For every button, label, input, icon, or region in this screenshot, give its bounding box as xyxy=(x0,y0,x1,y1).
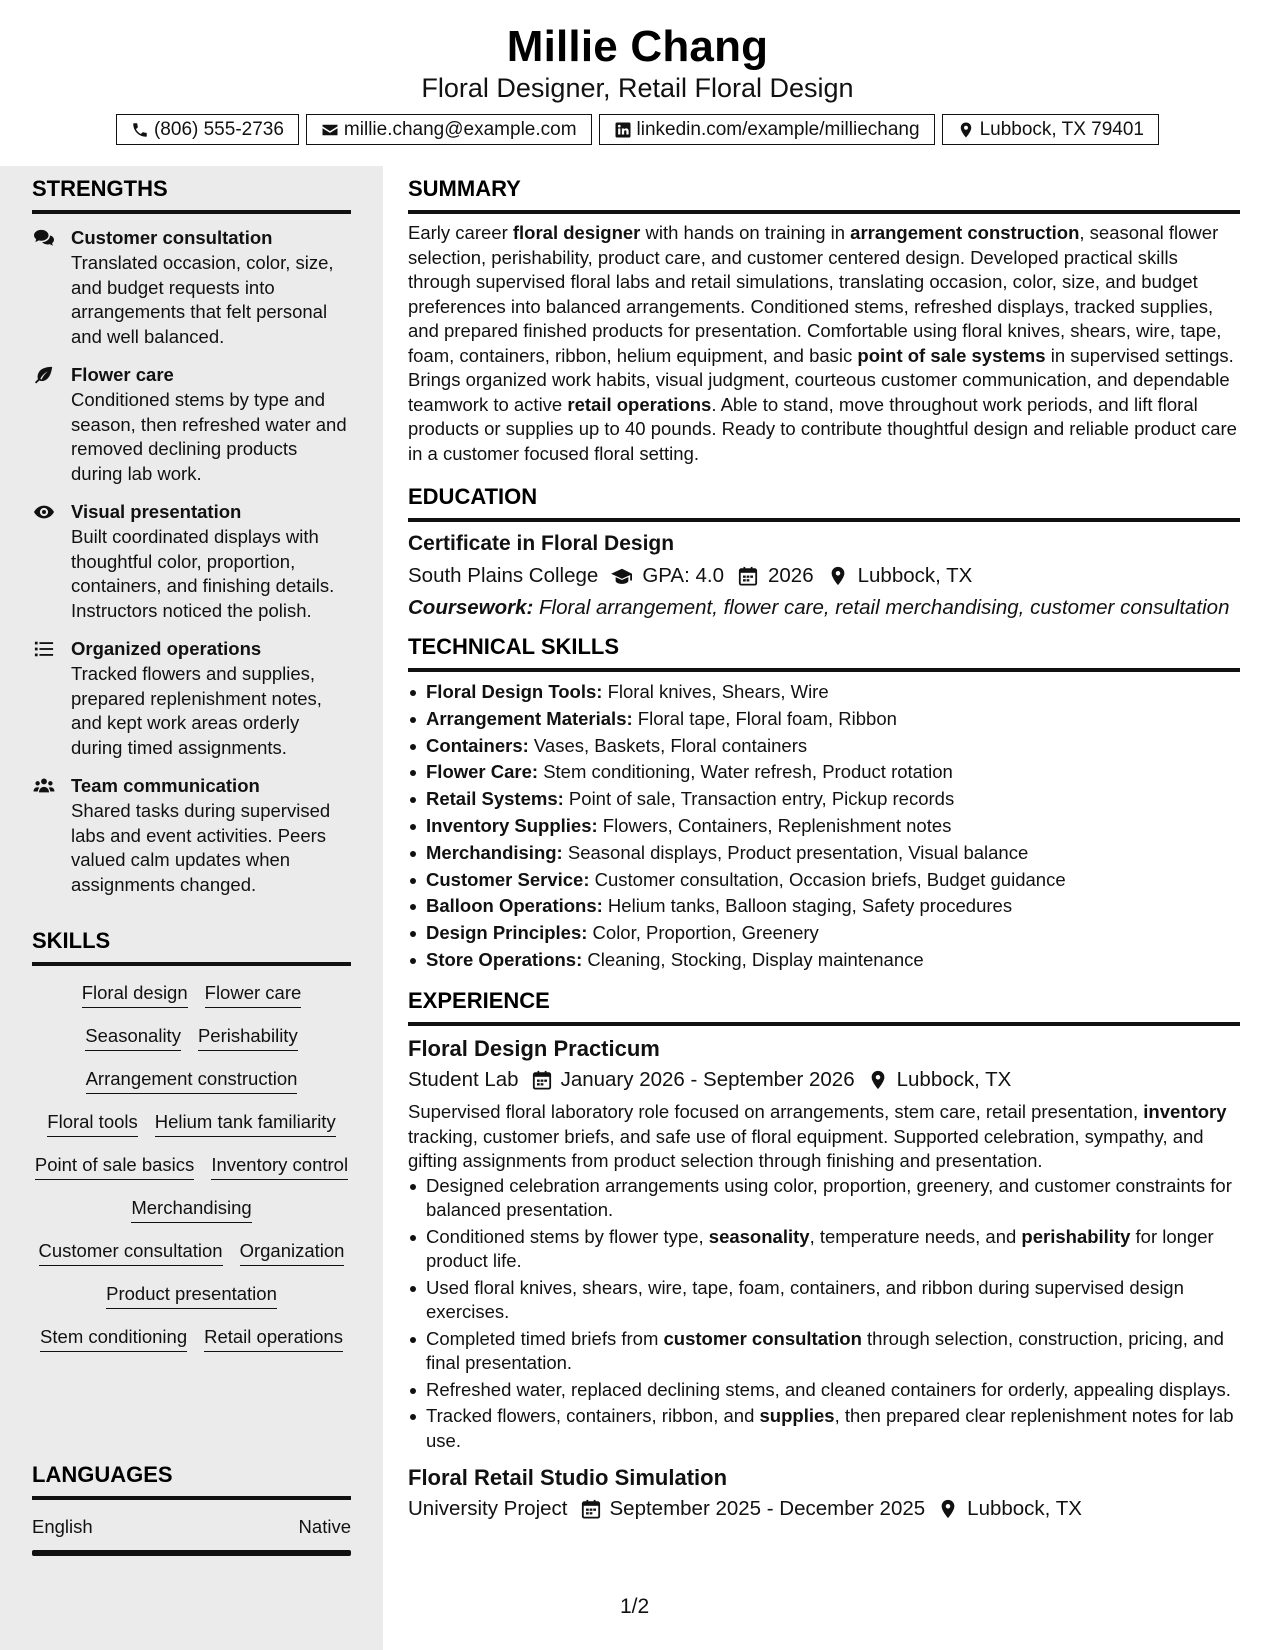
skill-tag: Retail operations xyxy=(204,1326,343,1352)
list-item xyxy=(408,921,1240,946)
sidebar xyxy=(0,166,383,1650)
section-divider xyxy=(408,668,1240,672)
skill-tag: Seasonality xyxy=(85,1025,181,1051)
map-pin-icon xyxy=(827,566,849,586)
text-run: tracking, customer briefs, and safe use of floral equipment. Supported celebration, sympathy, and gifting assignments from product selection through finishing and presentation. xyxy=(408,1125,1204,1171)
linkedin-icon xyxy=(614,121,632,139)
contact-location[interactable] xyxy=(942,114,1159,145)
bold-keyword: supplies xyxy=(759,1405,835,1426)
list-item xyxy=(408,787,1240,812)
skill-category: Floral Design Tools: xyxy=(426,681,603,702)
linkedin-text: linkedin.com/example/milliechang xyxy=(636,118,920,140)
skill-tag: Floral tools xyxy=(47,1111,137,1137)
candidate-name: Millie Chang xyxy=(506,22,769,71)
strengths-heading: STRENGTHS xyxy=(32,176,168,201)
bold-keyword: inventory xyxy=(1143,1101,1227,1122)
map-pin-icon xyxy=(937,1499,959,1519)
job-title: Floral Retail Studio Simulation xyxy=(408,1465,728,1490)
strengths-section xyxy=(32,176,351,897)
list-item xyxy=(408,814,1240,839)
comments-icon xyxy=(33,228,55,248)
skill-tag: Customer consultation xyxy=(39,1240,223,1266)
skill-tag: Perishability xyxy=(198,1025,298,1051)
coursework xyxy=(408,596,1240,620)
skill-values: Vases, Baskets, Floral containers xyxy=(528,734,808,756)
experience-heading: EXPERIENCE xyxy=(408,988,550,1013)
skill-values: Floral tape, Floral foam, Ribbon xyxy=(632,707,897,729)
skill-tag: Arrangement construction xyxy=(86,1068,298,1094)
eye-icon xyxy=(33,502,55,522)
list-item xyxy=(408,707,1240,732)
skill-category: Containers: xyxy=(426,734,529,756)
job-dates: September 2025 - December 2025 xyxy=(609,1497,926,1520)
job-intro xyxy=(408,1100,1240,1174)
phone-icon xyxy=(131,121,149,139)
list-item xyxy=(408,1276,1240,1325)
section-divider xyxy=(32,210,351,214)
strength-item xyxy=(32,226,351,349)
text-run: Conditioned stems by flower type, xyxy=(426,1225,709,1247)
skill-tag: Product presentation xyxy=(106,1283,277,1309)
technical-skills-section xyxy=(408,634,1240,975)
language-row xyxy=(32,1516,351,1538)
skill-category: Inventory Supplies: xyxy=(426,814,598,836)
language-proficiency-bar xyxy=(32,1550,351,1556)
text-run: Early career xyxy=(408,222,513,243)
skill-category: Retail Systems: xyxy=(426,788,564,810)
strength-item xyxy=(32,637,351,760)
list-item xyxy=(408,1225,1240,1274)
strength-desc: Translated occasion, color, size, and budget requests into arrangements that felt personal and well balanced. xyxy=(71,252,334,347)
email-text: millie.chang@example.com xyxy=(343,118,577,140)
phone-text: (806) 555-2736 xyxy=(153,118,284,140)
summary-section xyxy=(408,176,1240,466)
job-details xyxy=(408,1497,1240,1521)
list-item xyxy=(408,868,1240,893)
bold-keyword: customer consultation xyxy=(663,1327,862,1349)
list-item xyxy=(408,1174,1240,1223)
text-run: Supervised floral laboratory role focused on arrangements, stem care, retail presentation, xyxy=(408,1101,1144,1122)
job-entry xyxy=(408,1036,1240,1453)
section-divider xyxy=(32,962,351,966)
text-run: . Able to stand, move throughout work periods, and lift floral products or supplies up to 40 pounds. Ready to contribute thoughtful design and reliable product care in a customer focused floral setting. xyxy=(408,393,1237,464)
skill-values: Point of sale, Transaction entry, Pickup records xyxy=(563,788,955,810)
contact-bar xyxy=(0,114,1275,145)
technical-skills-heading: TECHNICAL SKILLS xyxy=(408,634,620,659)
coursework-label: Coursework: xyxy=(408,596,534,619)
skill-tag: Organization xyxy=(240,1240,345,1266)
list-item xyxy=(408,680,1240,705)
skill-tag: Point of sale basics xyxy=(35,1154,194,1180)
job-title: Floral Design Practicum xyxy=(408,1036,660,1061)
job-org: University Project xyxy=(408,1497,568,1520)
contact-email[interactable] xyxy=(306,114,592,145)
school-location: Lubbock, TX xyxy=(857,564,973,587)
text-run: , then prepared clear replenishment notes for lab use. xyxy=(426,1405,1234,1451)
skill-tag: Floral design xyxy=(82,982,188,1008)
text-run: Tracked flowers, containers, ribbon, and xyxy=(426,1405,760,1426)
languages-heading: LANGUAGES xyxy=(32,1462,173,1487)
map-pin-icon xyxy=(957,121,975,139)
strength-desc: Built coordinated displays with thoughtful color, proportion, containers, and finishing details. Instructors noticed the polish. xyxy=(71,526,335,621)
skill-category: Merchandising: xyxy=(426,841,563,863)
skill-category: Flower Care: xyxy=(426,761,539,783)
education-section xyxy=(408,484,1240,620)
list-item xyxy=(408,734,1240,759)
calendar-icon xyxy=(531,1070,553,1090)
skill-tag: Helium tank familiarity xyxy=(155,1111,336,1137)
job-location: Lubbock, TX xyxy=(967,1497,1082,1520)
experience-section xyxy=(408,988,1240,1521)
skill-category: Customer Service: xyxy=(426,868,590,890)
languages-section xyxy=(32,1462,351,1556)
job-bullets xyxy=(408,1174,1240,1454)
text-run: Refreshed water, replaced declining stems, and cleaned containers for orderly, appealing displays. xyxy=(426,1378,1231,1400)
skills-list xyxy=(32,982,351,1352)
contact-linkedin[interactable] xyxy=(599,114,935,145)
text-run: Used floral knives, shears, wire, tape, foam, containers, and ribbon during supervised design exercises. xyxy=(426,1276,1184,1322)
envelope-icon xyxy=(321,121,339,139)
list-item xyxy=(408,1404,1240,1453)
list-item xyxy=(408,894,1240,919)
map-pin-icon xyxy=(867,1070,889,1090)
language-name: English xyxy=(32,1516,93,1537)
skill-tag: Inventory control xyxy=(211,1154,348,1180)
job-org: Student Lab xyxy=(408,1068,519,1091)
skill-values: Stem conditioning, Water refresh, Product rotation xyxy=(538,761,953,783)
leaf-icon xyxy=(33,365,55,385)
summary-heading: SUMMARY xyxy=(408,176,521,201)
list-item xyxy=(408,841,1240,866)
bold-keyword: floral designer xyxy=(512,222,641,243)
candidate-role: Floral Designer, Retail Floral Design xyxy=(421,73,854,103)
skill-category: Design Principles: xyxy=(426,922,588,944)
skill-tag: Flower care xyxy=(205,982,302,1008)
text-run: Completed timed briefs from xyxy=(426,1327,664,1349)
section-divider xyxy=(32,1496,351,1500)
job-details xyxy=(408,1068,1240,1092)
text-run: , temperature needs, and xyxy=(809,1225,1022,1247)
strength-title: Visual presentation xyxy=(71,501,242,522)
calendar-icon xyxy=(580,1499,602,1519)
list-item xyxy=(408,1378,1240,1403)
job-dates: January 2026 - September 2026 xyxy=(560,1068,855,1091)
skill-category: Arrangement Materials: xyxy=(426,707,633,729)
list-item xyxy=(408,948,1240,973)
contact-phone[interactable] xyxy=(116,114,299,145)
skill-values: Floral knives, Shears, Wire xyxy=(602,681,829,702)
strength-item xyxy=(32,500,351,623)
users-icon xyxy=(33,776,55,796)
job-entry xyxy=(408,1465,1240,1521)
education-details xyxy=(408,564,1240,588)
bold-keyword: perishability xyxy=(1021,1225,1131,1247)
strength-title: Team communication xyxy=(71,775,260,796)
bold-keyword: seasonality xyxy=(708,1225,810,1247)
language-level: Native xyxy=(298,1516,351,1537)
list-item xyxy=(408,760,1240,785)
strength-desc: Shared tasks during supervised labs and event activities. Peers valued calm updates when assignments changed. xyxy=(71,800,331,895)
skills-section xyxy=(32,928,351,1352)
skill-tag: Merchandising xyxy=(131,1197,251,1223)
strength-item xyxy=(32,363,351,486)
text-run: with hands on training in xyxy=(640,222,851,243)
technical-skills-list xyxy=(408,680,1240,972)
skill-values: Color, Proportion, Greenery xyxy=(587,922,819,944)
job-location: Lubbock, TX xyxy=(896,1068,1012,1091)
resume-header xyxy=(0,0,1275,166)
bold-keyword: arrangement construction xyxy=(850,222,1080,243)
skill-category: Store Operations: xyxy=(426,948,583,970)
strength-desc: Conditioned stems by type and season, then refreshed water and removed declining products during lab work. xyxy=(71,389,347,484)
strength-title: Organized operations xyxy=(71,638,262,659)
skill-values: Helium tanks, Balloon staging, Safety procedures xyxy=(602,895,1013,917)
gpa-text: GPA: 4.0 xyxy=(642,564,724,587)
location-text: Lubbock, TX 79401 xyxy=(979,118,1145,140)
strength-item xyxy=(32,774,351,897)
strength-title: Customer consultation xyxy=(71,227,273,248)
calendar-icon xyxy=(737,566,759,586)
list-icon xyxy=(33,639,55,659)
text-run: Designed celebration arrangements using color, proportion, greenery, and customer constraints for balanced presentation. xyxy=(426,1174,1232,1220)
skill-values: Flowers, Containers, Replenishment notes xyxy=(597,814,952,836)
graduation-cap-icon xyxy=(611,566,633,586)
text-run: in supervised settings. Brings organized work habits, visual judgment, courteous customer communication, and dependable teamwork to active xyxy=(408,344,1234,415)
list-item xyxy=(408,1327,1240,1376)
strength-desc: Tracked flowers and supplies, prepared replenishment notes, and kept work areas orderly during timed assignments. xyxy=(71,663,322,758)
skill-category: Balloon Operations: xyxy=(426,895,603,917)
skill-values: Seasonal displays, Product presentation, Visual balance xyxy=(562,841,1029,863)
text-run: , seasonal flower selection, perishability, product care, and customer centered design. Developed practical skills through supervised floral labs and retail simulations, translating occasion, color, size, and budget preferences into balanced arrangements. Conditioned stems, refreshed displays, tracked supplies, and prepared finished products for presentation. Comfortable using floral knives, shears, wire, tape, foam, containers, ribbon, helium equipment, and basic xyxy=(408,222,1222,366)
graduation-year: 2026 xyxy=(768,564,814,587)
school-name: South Plains College xyxy=(408,564,599,587)
summary-text xyxy=(408,221,1240,466)
degree-title: Certificate in Floral Design xyxy=(408,532,675,555)
page-number: 1/2 xyxy=(620,1595,650,1618)
section-divider xyxy=(408,518,1240,522)
section-divider xyxy=(408,210,1240,214)
strength-title: Flower care xyxy=(71,364,174,385)
coursework-list: Floral arrangement, flower care, retail merchandising, customer consultation xyxy=(533,596,1230,619)
skill-tag: Stem conditioning xyxy=(40,1326,187,1352)
text-run: for longer product life. xyxy=(426,1225,1214,1271)
education-heading: EDUCATION xyxy=(408,484,538,509)
bold-keyword: retail operations xyxy=(567,393,712,415)
section-divider xyxy=(408,1022,1240,1026)
text-run: through selection, construction, pricing, and final presentation. xyxy=(426,1327,1224,1373)
skill-values: Cleaning, Stocking, Display maintenance xyxy=(582,948,924,970)
skill-values: Customer consultation, Occasion briefs, Budget guidance xyxy=(589,868,1066,890)
skills-heading: SKILLS xyxy=(32,928,111,953)
bold-keyword: point of sale systems xyxy=(857,344,1046,366)
